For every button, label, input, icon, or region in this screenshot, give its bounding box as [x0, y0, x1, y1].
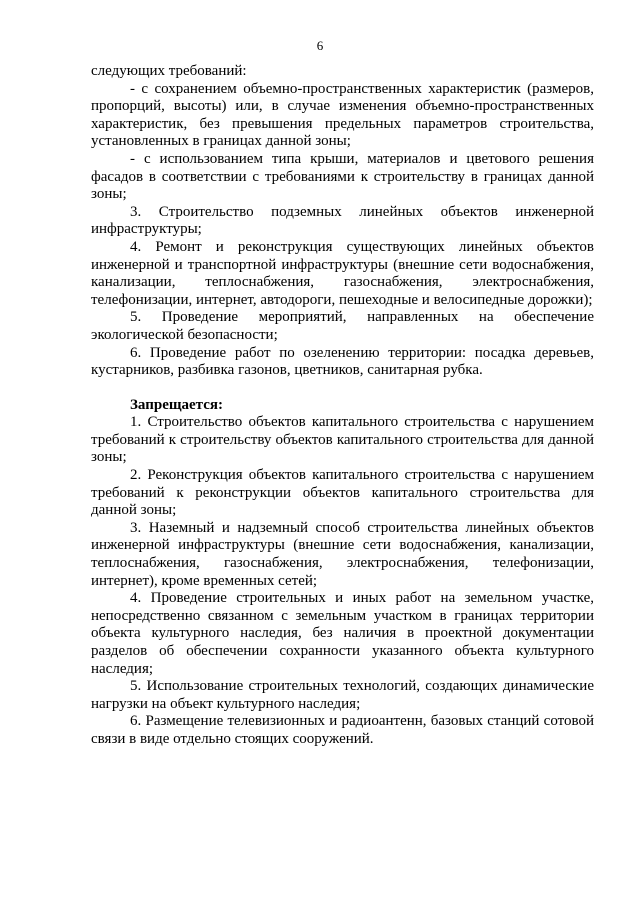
paragraph-allowed-5: 5. Проведение мероприятий, направленных на обеспечение экологической безопасности;	[91, 309, 594, 343]
paragraph-continuation: следующих требований:	[91, 63, 247, 79]
paragraph-allowed-bullet-2: - с использованием типа крыши, материалов и цветового решения фасадов в соответствии с требованиями к строительству в границах данной зоны;	[91, 150, 594, 203]
paragraph-prohibited-1: 1. Строительство объектов капитального строительства с нарушением требований к строительству объектов капитального строительства для данной зоны;	[91, 414, 594, 466]
paragraph-allowed-6: 6. Проведение работ по озеленению территории: посадка деревьев, кустарников, разбивка газонов, цветников, санитарная рубка.	[91, 344, 594, 379]
paragraph-allowed-bullet-1: - с сохранением объемно-пространственных характеристик (размеров, пропорций, высоты) или, в случае изменения объемно-пространственных характеристик, без превышения предельных параметров строительства, установленных в границах данной зоны;	[91, 80, 594, 150]
paragraph-allowed-4: 4. Ремонт и реконструкция существующих линейных объектов инженерной и транспортной инфраструктуры (внешние сети водоснабжения, канализации, теплоснабжения, газоснабжения, электроснабжения, телефонизации, интернет, автодороги, пешеходные и велосипедные дорожки);	[91, 238, 594, 308]
page-number: 6	[316, 38, 324, 53]
paragraph-prohibited-2: 2. Реконструкция объектов капитального строительства с нарушением требований к реконструкции объектов капитального строительства для данной зоны;	[91, 467, 594, 519]
paragraph-allowed-3: 3. Строительство подземных линейных объектов инженерной инфраструктуры;	[91, 203, 594, 238]
prohibited-heading: Запрещается:	[130, 396, 224, 413]
paragraph-prohibited-5: 5. Использование строительных технологий, создающих динамические нагрузки на объект культурного наследия;	[91, 678, 594, 712]
paragraph-prohibited-3: 3. Наземный и надземный способ строительства линейных объектов инженерной инфраструктуры (внешние сети водоснабжения, канализации, теплоснабжения, газоснабжения, электроснабжения, телефонизации, интернет), кроме временных сетей;	[91, 519, 594, 589]
paragraph-prohibited-6: 6. Размещение телевизионных и радиоантенн, базовых станций сотовой связи в виде отдельно стоящих сооружений.	[91, 713, 594, 747]
document-body	[91, 63, 594, 749]
paragraph-prohibited-4: 4. Проведение строительных и иных работ на земельном участке, непосредственно связанном с земельным участком в границах территории объекта культурного наследия, без наличия в проектной документации разделов об обеспечении сохранности указанного объекта культурного наследия;	[91, 590, 594, 677]
